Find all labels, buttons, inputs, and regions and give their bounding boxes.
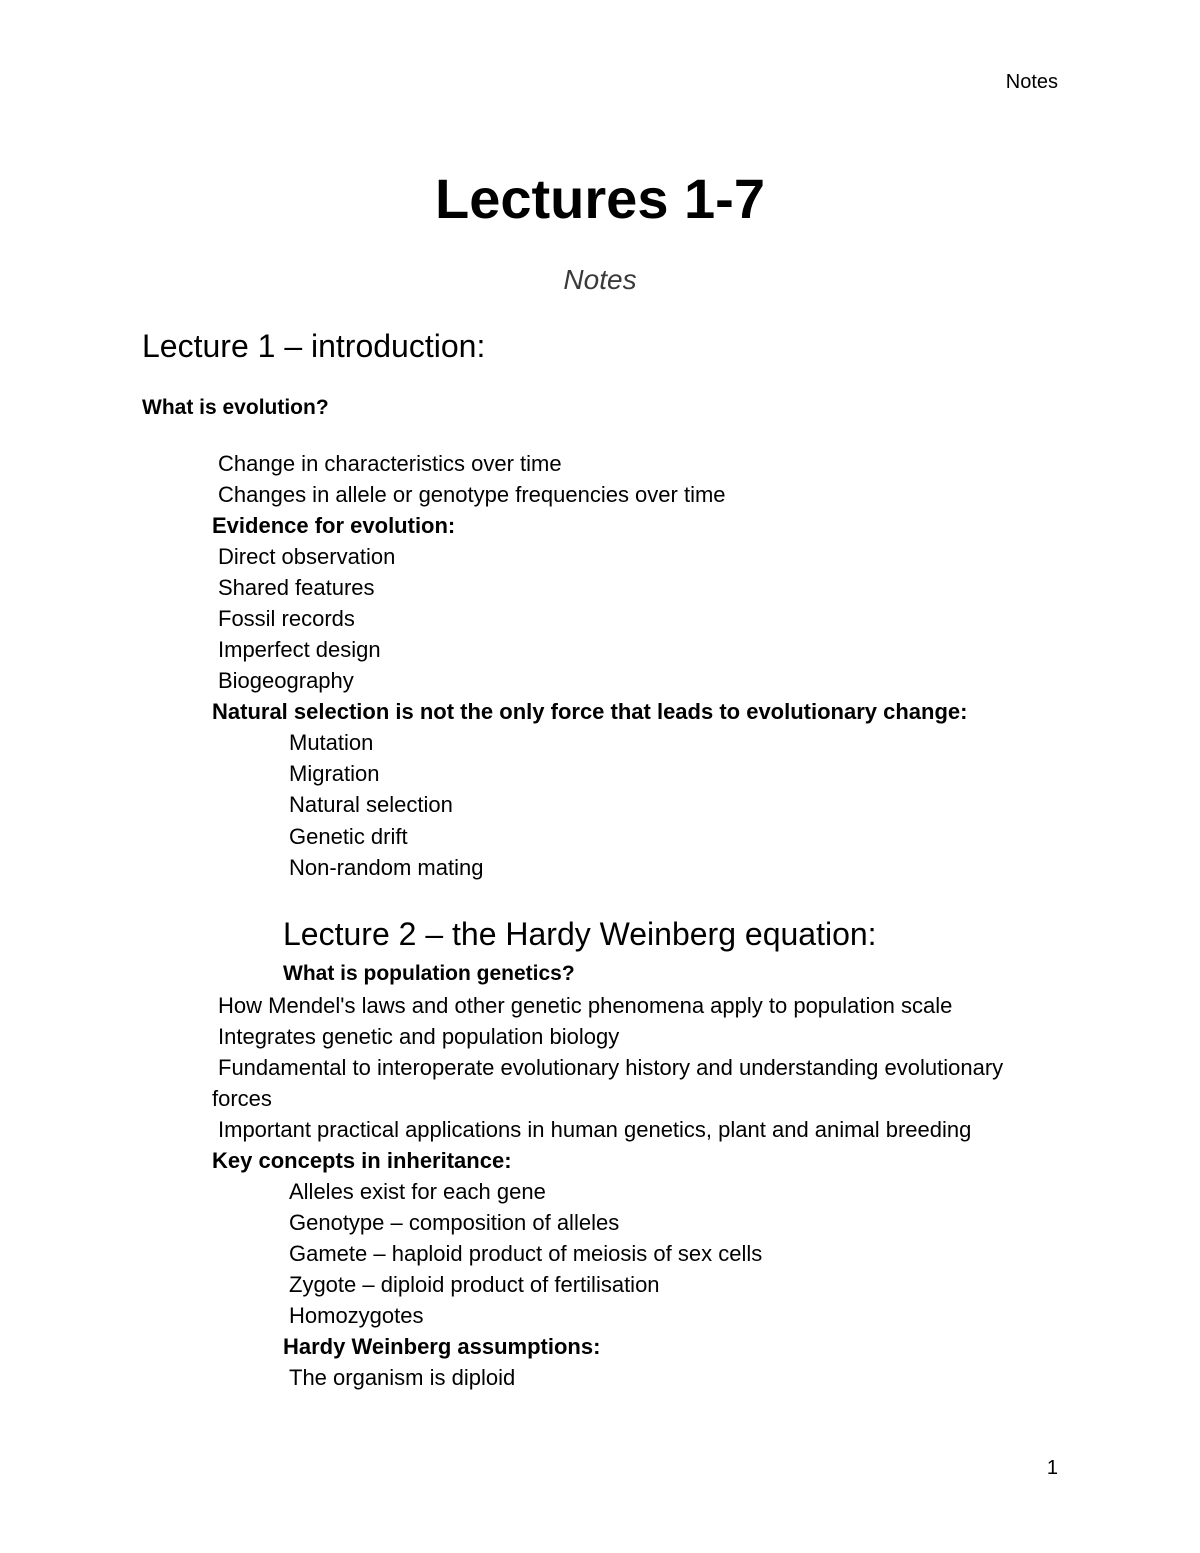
lecture-1-question: What is evolution? [142, 396, 329, 419]
concept-item: Alleles exist for each gene [289, 1179, 546, 1204]
forces-heading: Natural selection is not the only force that leads to evolutionary change: [212, 699, 968, 724]
evidence-item: Fossil records [218, 606, 355, 631]
force-item: Mutation [289, 730, 374, 755]
population-genetics-point: Important practical applications in human genetics, plant and animal breeding [218, 1117, 972, 1142]
lecture-2-heading: Lecture 2 – the Hardy Weinberg equation: [283, 916, 877, 952]
definition-item: Changes in allele or genotype frequencies over time [218, 482, 726, 507]
force-item: Non-random mating [289, 855, 484, 880]
lecture-2-question: What is population genetics? [283, 962, 575, 985]
population-genetics-point-continued: forces [212, 1086, 272, 1111]
concept-item: Gamete – haploid product of meiosis of sex cells [289, 1241, 763, 1266]
concept-item: Genotype – composition of alleles [289, 1210, 620, 1235]
lecture-1-heading: Lecture 1 – introduction: [142, 328, 486, 364]
running-header: Notes [1005, 71, 1058, 93]
force-item: Natural selection [289, 792, 453, 817]
evidence-heading: Evidence for evolution: [212, 513, 456, 538]
evidence-item: Biogeography [218, 668, 354, 693]
assumptions-heading: Hardy Weinberg assumptions: [283, 1334, 601, 1359]
concept-item: Zygote – diploid product of fertilisation [289, 1272, 660, 1297]
definition-item: Change in characteristics over time [218, 451, 562, 476]
concepts-heading: Key concepts in inheritance: [212, 1148, 512, 1173]
population-genetics-point: Integrates genetic and population biology [218, 1024, 620, 1049]
evidence-item: Shared features [218, 575, 375, 600]
evidence-item: Direct observation [218, 544, 396, 569]
document-subtitle: Notes [563, 264, 637, 295]
concept-item: Homozygotes [289, 1303, 424, 1328]
assumption-item: The organism is diploid [289, 1365, 516, 1390]
population-genetics-point: Fundamental to interoperate evolutionary history and understanding evolutionary [218, 1055, 1004, 1080]
page-number: 1 [1046, 1457, 1058, 1479]
evidence-item: Imperfect design [218, 637, 381, 662]
population-genetics-point: How Mendel's laws and other genetic phenomena apply to population scale [218, 993, 953, 1018]
force-item: Genetic drift [289, 824, 408, 849]
document-title: Lectures 1-7 [435, 167, 765, 230]
force-item: Migration [289, 761, 380, 786]
